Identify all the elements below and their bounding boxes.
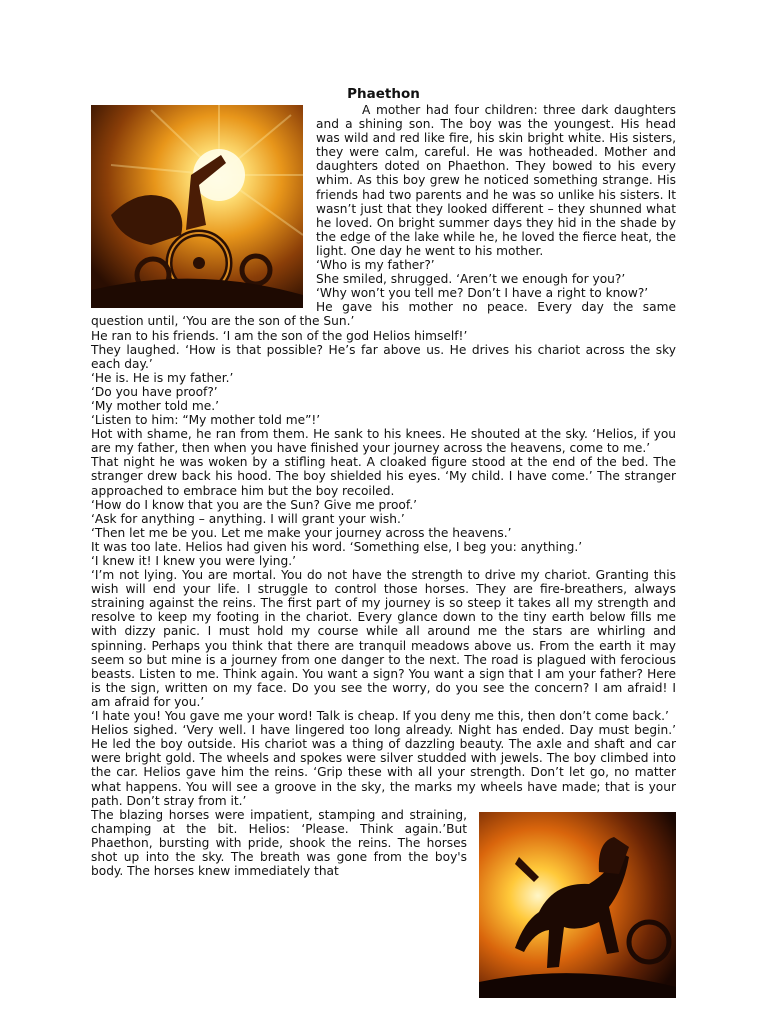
paragraph: ‘He is. He is my father.’ — [91, 370, 234, 385]
paragraph: ‘Do you have proof?’ — [91, 384, 218, 399]
phaethon-horse-image — [479, 812, 676, 998]
page-title: Phaethon — [347, 86, 420, 102]
paragraph: ‘I knew it! I knew you were lying.’ — [91, 554, 297, 568]
paragraph: ‘Listen to him: “My mother told me”!’ — [91, 413, 321, 428]
paragraph: ‘Why won’t you tell me? Don’t I have a right to know?’ — [316, 286, 649, 301]
paragraph: Hot with shame, he ran from them. He sank to his knees. He shouted at the sky. ‘Helios, if you are my father, then when you have finished your journey across the heavens, come to me.’ — [91, 427, 676, 456]
paragraph: ‘I’m not lying. You are mortal. You do not have the strength to drive my chariot. Granting this wish will end your life. I struggle to control those horses. They are fire-breathers, always straining against the reins. The first part of my journey is so steep it takes all my strength and resolve to keep my footing in the chariot. Every glance down to the tiny earth below fills me with dizzy panic. I must hold my course while all around me the stars are whirling and spinning. Perhaps you think that there are tranquil meadows above us. From the earth it may seem so but mine is a journey from one danger to the next. The road is plagued with ferocious beasts. Listen to me. Think again. You want a sign? You want a sign that I am your father? Here is the sign, written on my face. Do you see the worry, do you see the concern? I am afraid! I am afraid for you.’ — [91, 568, 676, 709]
paragraph: He ran to his friends. ‘I am the son of the god Helios himself!’ — [91, 328, 468, 343]
paragraph: ‘Ask for anything – anything. I will grant your wish.’ — [91, 511, 405, 526]
paragraph: Helios sighed. ‘Very well. I have lingered too long already. Night has ended. Day must begin.’ He led the boy outside. His chariot was a thing of dazzling beauty. The axle and shaft and car were bright gold. The wheels and spokes were silver studded with jewels. The boy climbed into the car. Helios gave him the reins. ‘Grip these with all your strength. Don’t let go, no matter what happens. You will see a groove in the sky, the marks my wheels have made; that is your path. Don’t stray from it.’ — [91, 723, 676, 808]
document-page — [91, 86, 676, 998]
paragraph: He gave his mother no peace. Every day the same question until, ‘You are the son of the Sun.’ — [91, 300, 676, 329]
paragraph: ‘Then let me be you. Let me make your journey across the heavens.’ — [91, 525, 512, 540]
paragraph: The blazing horses were impatient, stamping and straining, champing at the bit. Helios: ‘Please. Think again.’But Phaethon, bursting with pride, shook the reins. The horses shot up into the sky. The breath was gone from the boy's body. The horses knew immediately that — [91, 807, 467, 879]
paragraph: ‘How do I know that you are the Sun? Give me proof.’ — [91, 497, 418, 512]
paragraph: That night he was woken by a stifling heat. A cloaked figure stood at the end of the bed. The stranger drew back his hood. The boy shielded his eyes. ‘My child. I have come.’ The stranger approached to embrace him but the boy recoiled. — [91, 455, 676, 498]
paragraph: They laughed. ‘How is that possible? He’s far above us. He drives his chariot across the sky each day.’ — [91, 342, 676, 371]
helios-chariot-image — [91, 105, 303, 308]
paragraph: ‘Who is my father?’ — [316, 258, 435, 273]
paragraph: She smiled, shrugged. ‘Aren’t we enough for you?’ — [316, 272, 626, 287]
paragraph: ‘I hate you! You gave me your word! Talk is cheap. If you deny me this, then don’t come back.’ — [91, 709, 669, 724]
paragraph: It was too late. Helios had given his word. ‘Something else, I beg you: anything.’ — [91, 539, 583, 554]
paragraph: ‘My mother told me.’ — [91, 398, 220, 413]
paragraph: A mother had four children: three dark daughters and a shining son. The boy was the youngest. His head was wild and red like fire, his skin bright white. His sisters, they were calm, careful. He was hotheaded. Mother and daughters doted on Phaethon. They bowed to his every whim. As this boy grew he noticed something strange. His friends had two parents and he was so unlike his sisters. It wasn’t just that they looked different – they shunned what he loved. On bright summer days they hid in the shade by the edge of the lake while he, he loved the fierce heat, the light. One day he went to his mother. — [316, 103, 676, 258]
